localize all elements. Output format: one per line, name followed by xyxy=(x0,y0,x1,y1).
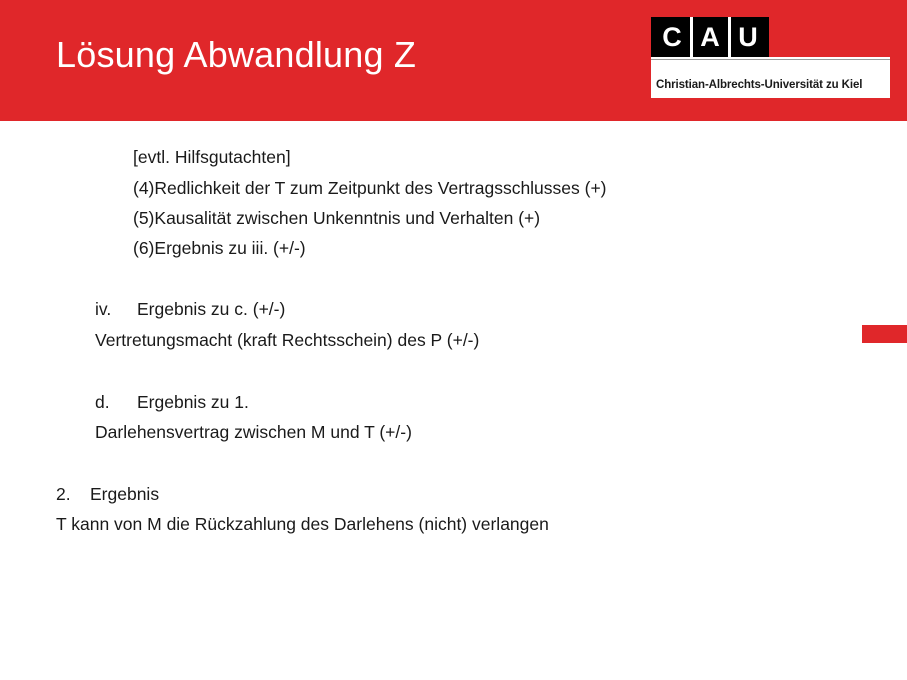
cau-logo xyxy=(648,17,890,98)
logo-rule xyxy=(651,59,890,60)
list-item-d xyxy=(95,391,249,413)
university-name: Christian-Albrechts-Universität zu Kiel xyxy=(656,79,863,91)
list-text: Ergebnis zu c. (+/-) xyxy=(137,299,286,319)
logo-letter-a: A xyxy=(700,22,720,52)
side-tab-marker xyxy=(862,325,907,343)
header-bar xyxy=(0,0,907,121)
logo-letter-c: C xyxy=(662,22,682,52)
list-number: (5) xyxy=(133,208,155,228)
list-item-2 xyxy=(56,483,159,505)
slide-title: Lösung Abwandlung Z xyxy=(56,34,417,75)
list-number: 2. xyxy=(56,484,71,504)
list-text: Ergebnis zu iii. (+/-) xyxy=(154,238,306,258)
list-number: (6) xyxy=(133,238,155,258)
list-number: d. xyxy=(95,392,110,412)
logo-letter-u: U xyxy=(738,22,758,52)
subheading-hilfsgutachten: [evtl. Hilfsgutachten] xyxy=(133,147,291,167)
list-item-4 xyxy=(133,177,607,199)
list-item-6 xyxy=(133,237,306,259)
list-item-iv-detail: Vertretungsmacht (kraft Rechtsschein) des P (+/-) xyxy=(95,330,480,350)
list-text: Ergebnis zu 1. xyxy=(137,392,249,412)
list-number: iv. xyxy=(95,299,112,319)
logo-name-band xyxy=(651,57,890,98)
list-item-2-detail: T kann von M die Rückzahlung des Darlehens (nicht) verlangen xyxy=(56,514,549,534)
list-text: Kausalität zwischen Unkenntnis und Verhalten (+) xyxy=(154,208,541,228)
list-text: Ergebnis xyxy=(90,484,160,504)
list-item-d-detail: Darlehensvertrag zwischen M und T (+/-) xyxy=(95,422,412,442)
list-item-5 xyxy=(133,207,540,229)
list-text: Redlichkeit der T zum Zeitpunkt des Vertragsschlusses (+) xyxy=(154,178,607,198)
logo-letter-block xyxy=(651,17,769,57)
list-item-iv xyxy=(95,298,285,320)
list-number: (4) xyxy=(133,178,155,198)
